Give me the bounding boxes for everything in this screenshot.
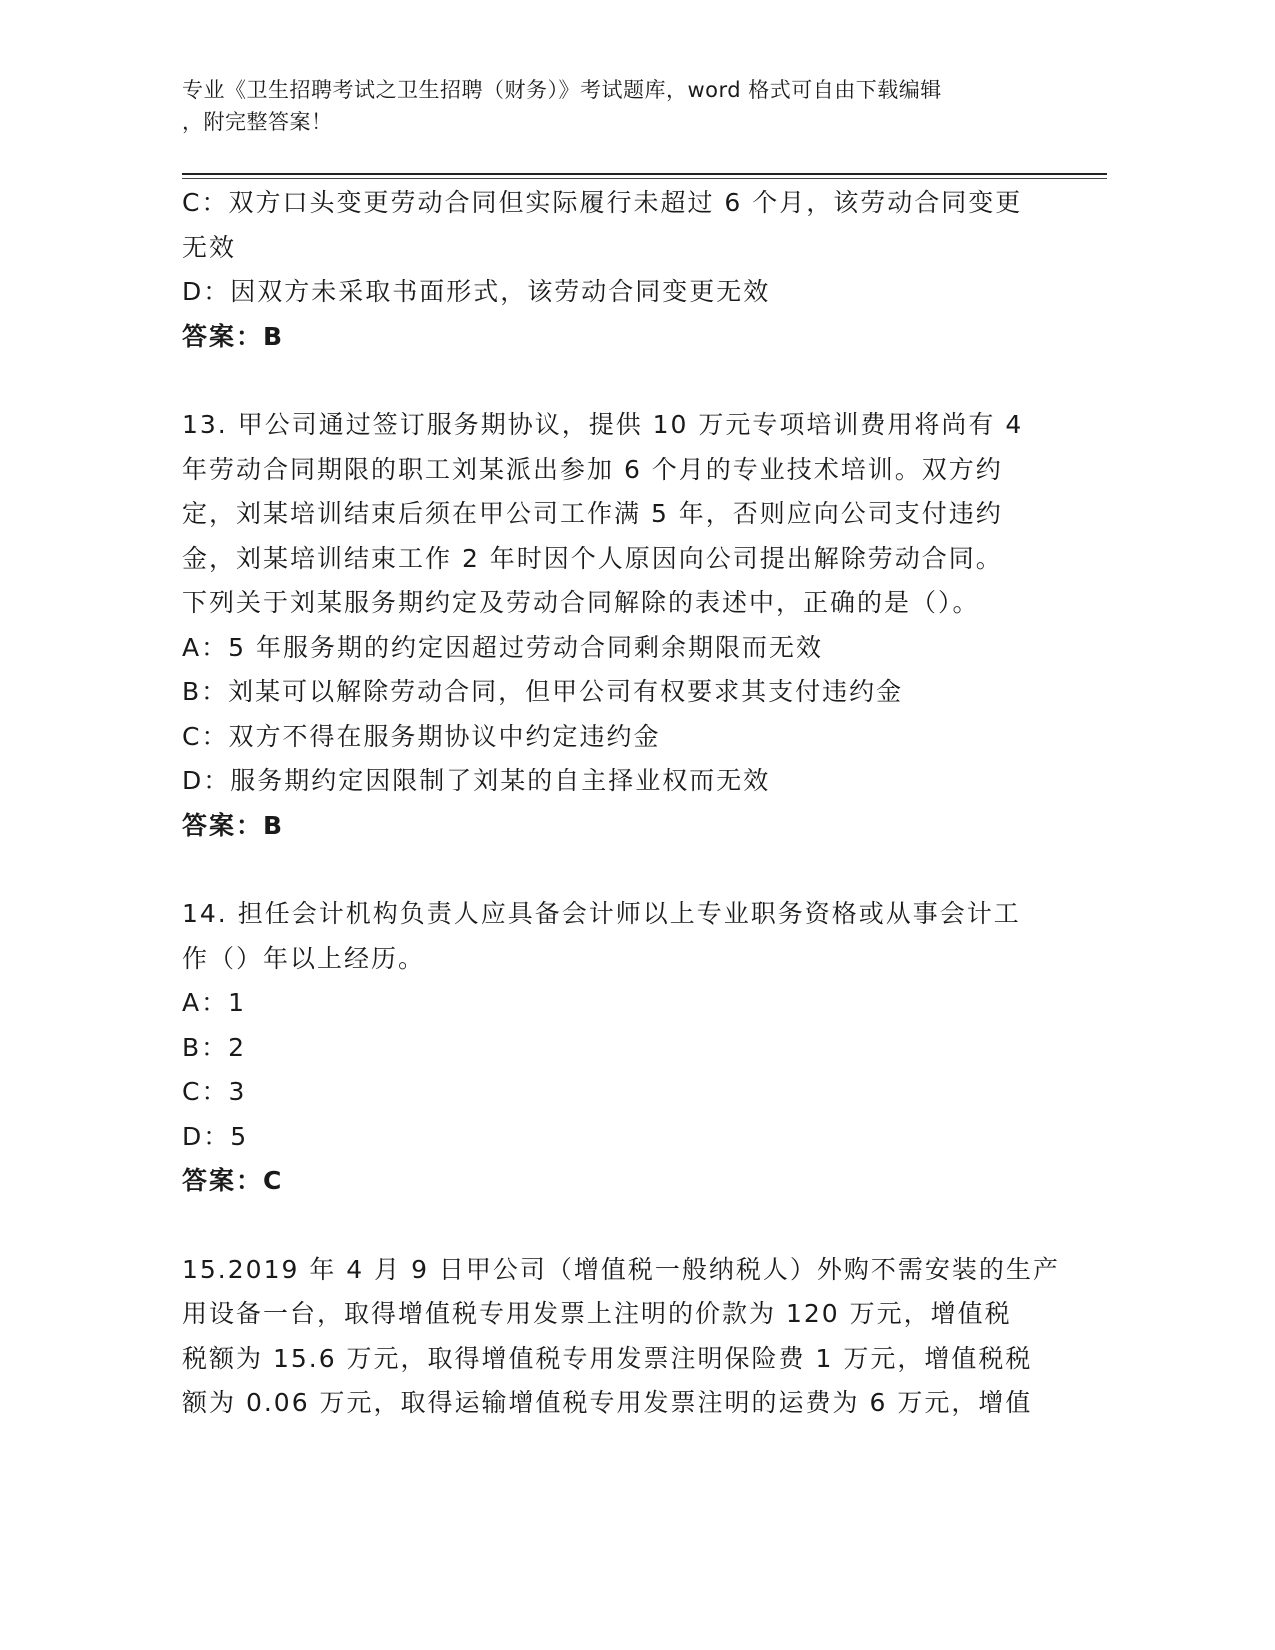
question-stem-line: 年劳动合同期限的职工刘某派出参加 6 个月的专业技术培训。双方约 [182, 454, 1003, 484]
spacer [182, 1204, 1052, 1248]
answer: 答案：B [182, 321, 285, 351]
spacer [182, 848, 1052, 892]
question-stem-line: 定，刘某培训结束后须在甲公司工作满 5 年，否则应向公司支付违约 [182, 499, 1003, 528]
question-stem-line: 14. 担任会计机构负责人应具备会计师以上专业职务资格或从事会计工 [182, 899, 1021, 928]
option-d: D：因双方未采取书面形式，该劳动合同变更无效 [182, 277, 771, 306]
question-15 [182, 1248, 1060, 1426]
option-b: B：2 [182, 1032, 247, 1062]
option-d: D：服务期约定因限制了刘某的自主择业权而无效 [182, 766, 771, 795]
option-a: A：1 [182, 988, 247, 1017]
option-c-continued: 无效 [182, 232, 237, 262]
question-stem-line: 额为 0.06 万元，取得运输增值税专用发票注明的运费为 6 万元，增值 [182, 1388, 1033, 1417]
option-a: A：5 年服务期的约定因超过劳动合同剩余期限而无效 [182, 632, 823, 662]
question-stem-line: 用设备一台，取得增值税专用发票上注明的价款为 120 万元，增值税 [182, 1299, 1012, 1328]
header-line-2: ，附完整答案！ [182, 110, 333, 134]
option-c: C：双方口头变更劳动合同但实际履行未超过 6 个月，该劳动合同变更 [182, 188, 1023, 217]
header-divider-thin [182, 178, 1107, 179]
header-divider-thick [182, 173, 1107, 175]
question-stem-line: 税额为 15.6 万元，取得增值税专用发票注明保险费 1 万元，增值税税 [182, 1343, 1033, 1373]
option-c: C：双方不得在服务期协议中约定违约金 [182, 721, 661, 751]
header-line-1: 专业《卫生招聘考试之卫生招聘（财务）》考试题库，word 格式可自由下载编辑 [182, 78, 942, 102]
answer: 答案：C [182, 1166, 284, 1195]
header-divider [182, 173, 1107, 179]
option-c: C：3 [182, 1077, 247, 1106]
question-stem-line: 15.2019 年 4 月 9 日甲公司（增值税一般纳税人）外购不需安装的生产 [182, 1254, 1060, 1284]
question-stem-line: 下列关于刘某服务期约定及劳动合同解除的表述中，正确的是（）。 [182, 588, 980, 617]
question-14 [182, 892, 1052, 1204]
spacer [182, 359, 1052, 403]
page-header [182, 74, 1052, 138]
question-stem-line: 13. 甲公司通过签订服务期协议，提供 10 万元专项培训费用将尚有 4 [182, 410, 1024, 439]
option-b: B：刘某可以解除劳动合同，但甲公司有权要求其支付违约金 [182, 677, 904, 706]
answer: 答案：B [182, 810, 285, 840]
question-content [182, 181, 1060, 1426]
question-13 [182, 403, 1052, 848]
question-stem-line: 作（）年以上经历。 [182, 943, 426, 973]
question-12-tail [182, 181, 1052, 359]
option-d: D：5 [182, 1121, 249, 1151]
question-stem-line: 金，刘某培训结束工作 2 年时因个人原因向公司提出解除劳动合同。 [182, 543, 1003, 573]
